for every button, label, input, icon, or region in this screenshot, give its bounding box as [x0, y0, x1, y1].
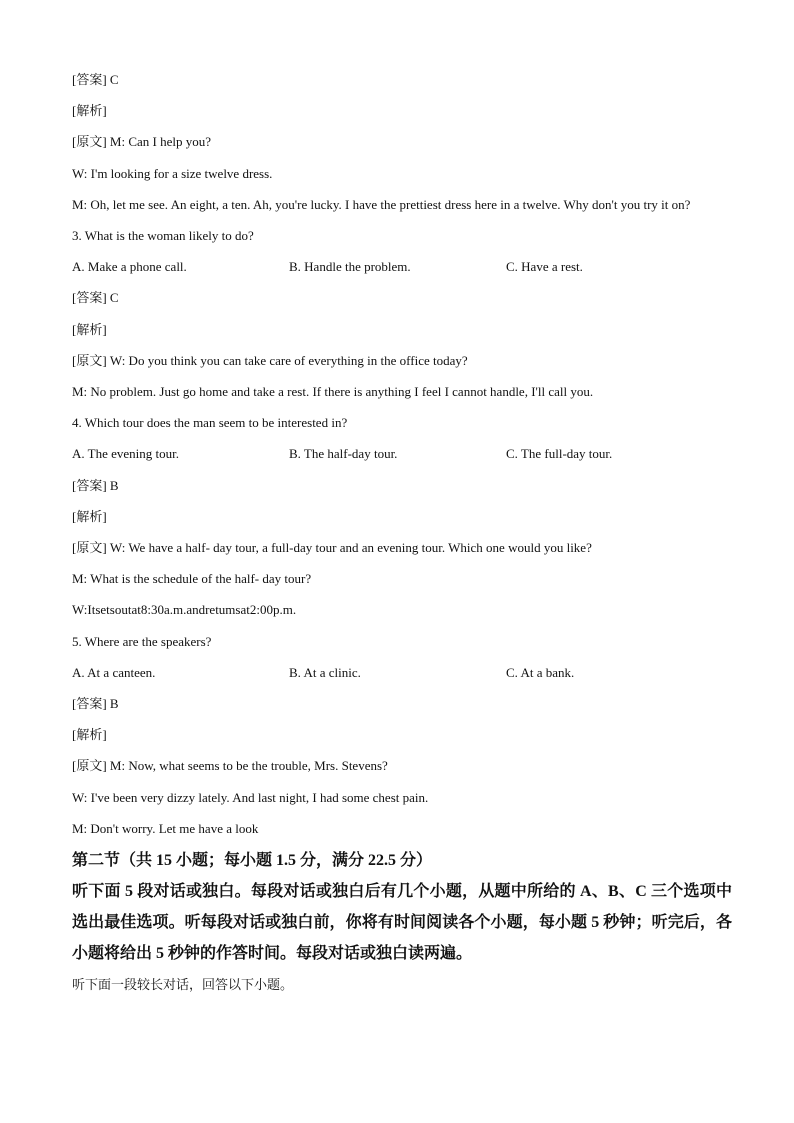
q4-question: 4. Which tour does the man seem to be interested in? [72, 415, 348, 431]
q3-transcript-line: M: No problem. Just go home and take a rest. If there is anything I feel I cannot handle, I'll call you. [72, 384, 594, 400]
q4-answer: [答案] B [72, 477, 119, 493]
q5-option-c: C. At a bank. [506, 664, 575, 680]
q5-option-a: A. At a canteen. [72, 664, 156, 680]
q3-options [72, 251, 732, 282]
q3-answer: [答案] C [72, 290, 119, 306]
q5-options [72, 657, 732, 688]
q2-transcript-line: W: I'm looking for a size twelve dress. [72, 165, 273, 181]
q3-analysis: [解析] [72, 321, 107, 337]
q3-option-b: B. Handle the problem. [289, 259, 411, 275]
q3-transcript-line: [原文] W: Do you think you can take care of everything in the office today? [72, 352, 468, 368]
q2-transcript-line: [原文] M: Can I help you? [72, 134, 212, 150]
q5-transcript-line: M: Don't worry. Let me have a look [72, 820, 259, 836]
q4-analysis: [解析] [72, 508, 107, 524]
q4-transcript-line: [原文] W: We have a half- day tour, a full-day tour and an evening tour. Which one would you like? [72, 540, 592, 556]
q4-option-a: A. The evening tour. [72, 446, 179, 462]
q5-transcript-line: W: I've been very dizzy lately. And last night, I had some chest pain. [72, 789, 429, 805]
q5-analysis: [解析] [72, 727, 107, 743]
q2-analysis: [解析] [72, 103, 107, 119]
q4-transcript-line: W:Itsetsoutat8:30a.m.andretumsat2:00p.m. [72, 602, 297, 618]
section-2-note: 听下面一段较长对话，回答以下小题。 [72, 977, 294, 993]
q3-question: 3. What is the woman likely to do? [72, 228, 254, 244]
document-page [72, 64, 732, 1000]
q4-transcript-line: M: What is the schedule of the half- day tour? [72, 571, 312, 587]
section-2-instructions: 听下面 5 段对话或独白。每段对话或独白后有几个小题，从题中所给的 A、B、C 三个选项中选出最佳选项。听每段对话或独白前，你将有时间阅读各个小题，每小题 5 秒钟；听完后，各小题将给出 5 秒钟的作答时间。每段对话或独白读两遍。 [72, 883, 732, 963]
q3-option-c: C. Have a rest. [506, 259, 583, 275]
q5-question: 5. Where are the speakers? [72, 633, 212, 649]
q5-option-b: B. At a clinic. [289, 664, 361, 680]
q4-options [72, 438, 732, 469]
q2-transcript-line: M: Oh, let me see. An eight, a ten. Ah, you're lucky. I have the prettiest dress here in a twelve. Why don't you try it on? [72, 196, 691, 212]
q5-transcript-line: [原文] M: Now, what seems to be the trouble, Mrs. Stevens? [72, 758, 388, 774]
q2-answer: [答案] C [72, 72, 119, 87]
q5-answer: [答案] B [72, 696, 119, 712]
q4-option-c: C. The full-day tour. [506, 446, 613, 462]
q4-option-b: B. The half-day tour. [289, 446, 398, 462]
section-2-title: 第二节（共 15 小题；每小题 1.5 分，满分 22.5 分） [72, 852, 433, 870]
q3-option-a: A. Make a phone call. [72, 259, 187, 275]
